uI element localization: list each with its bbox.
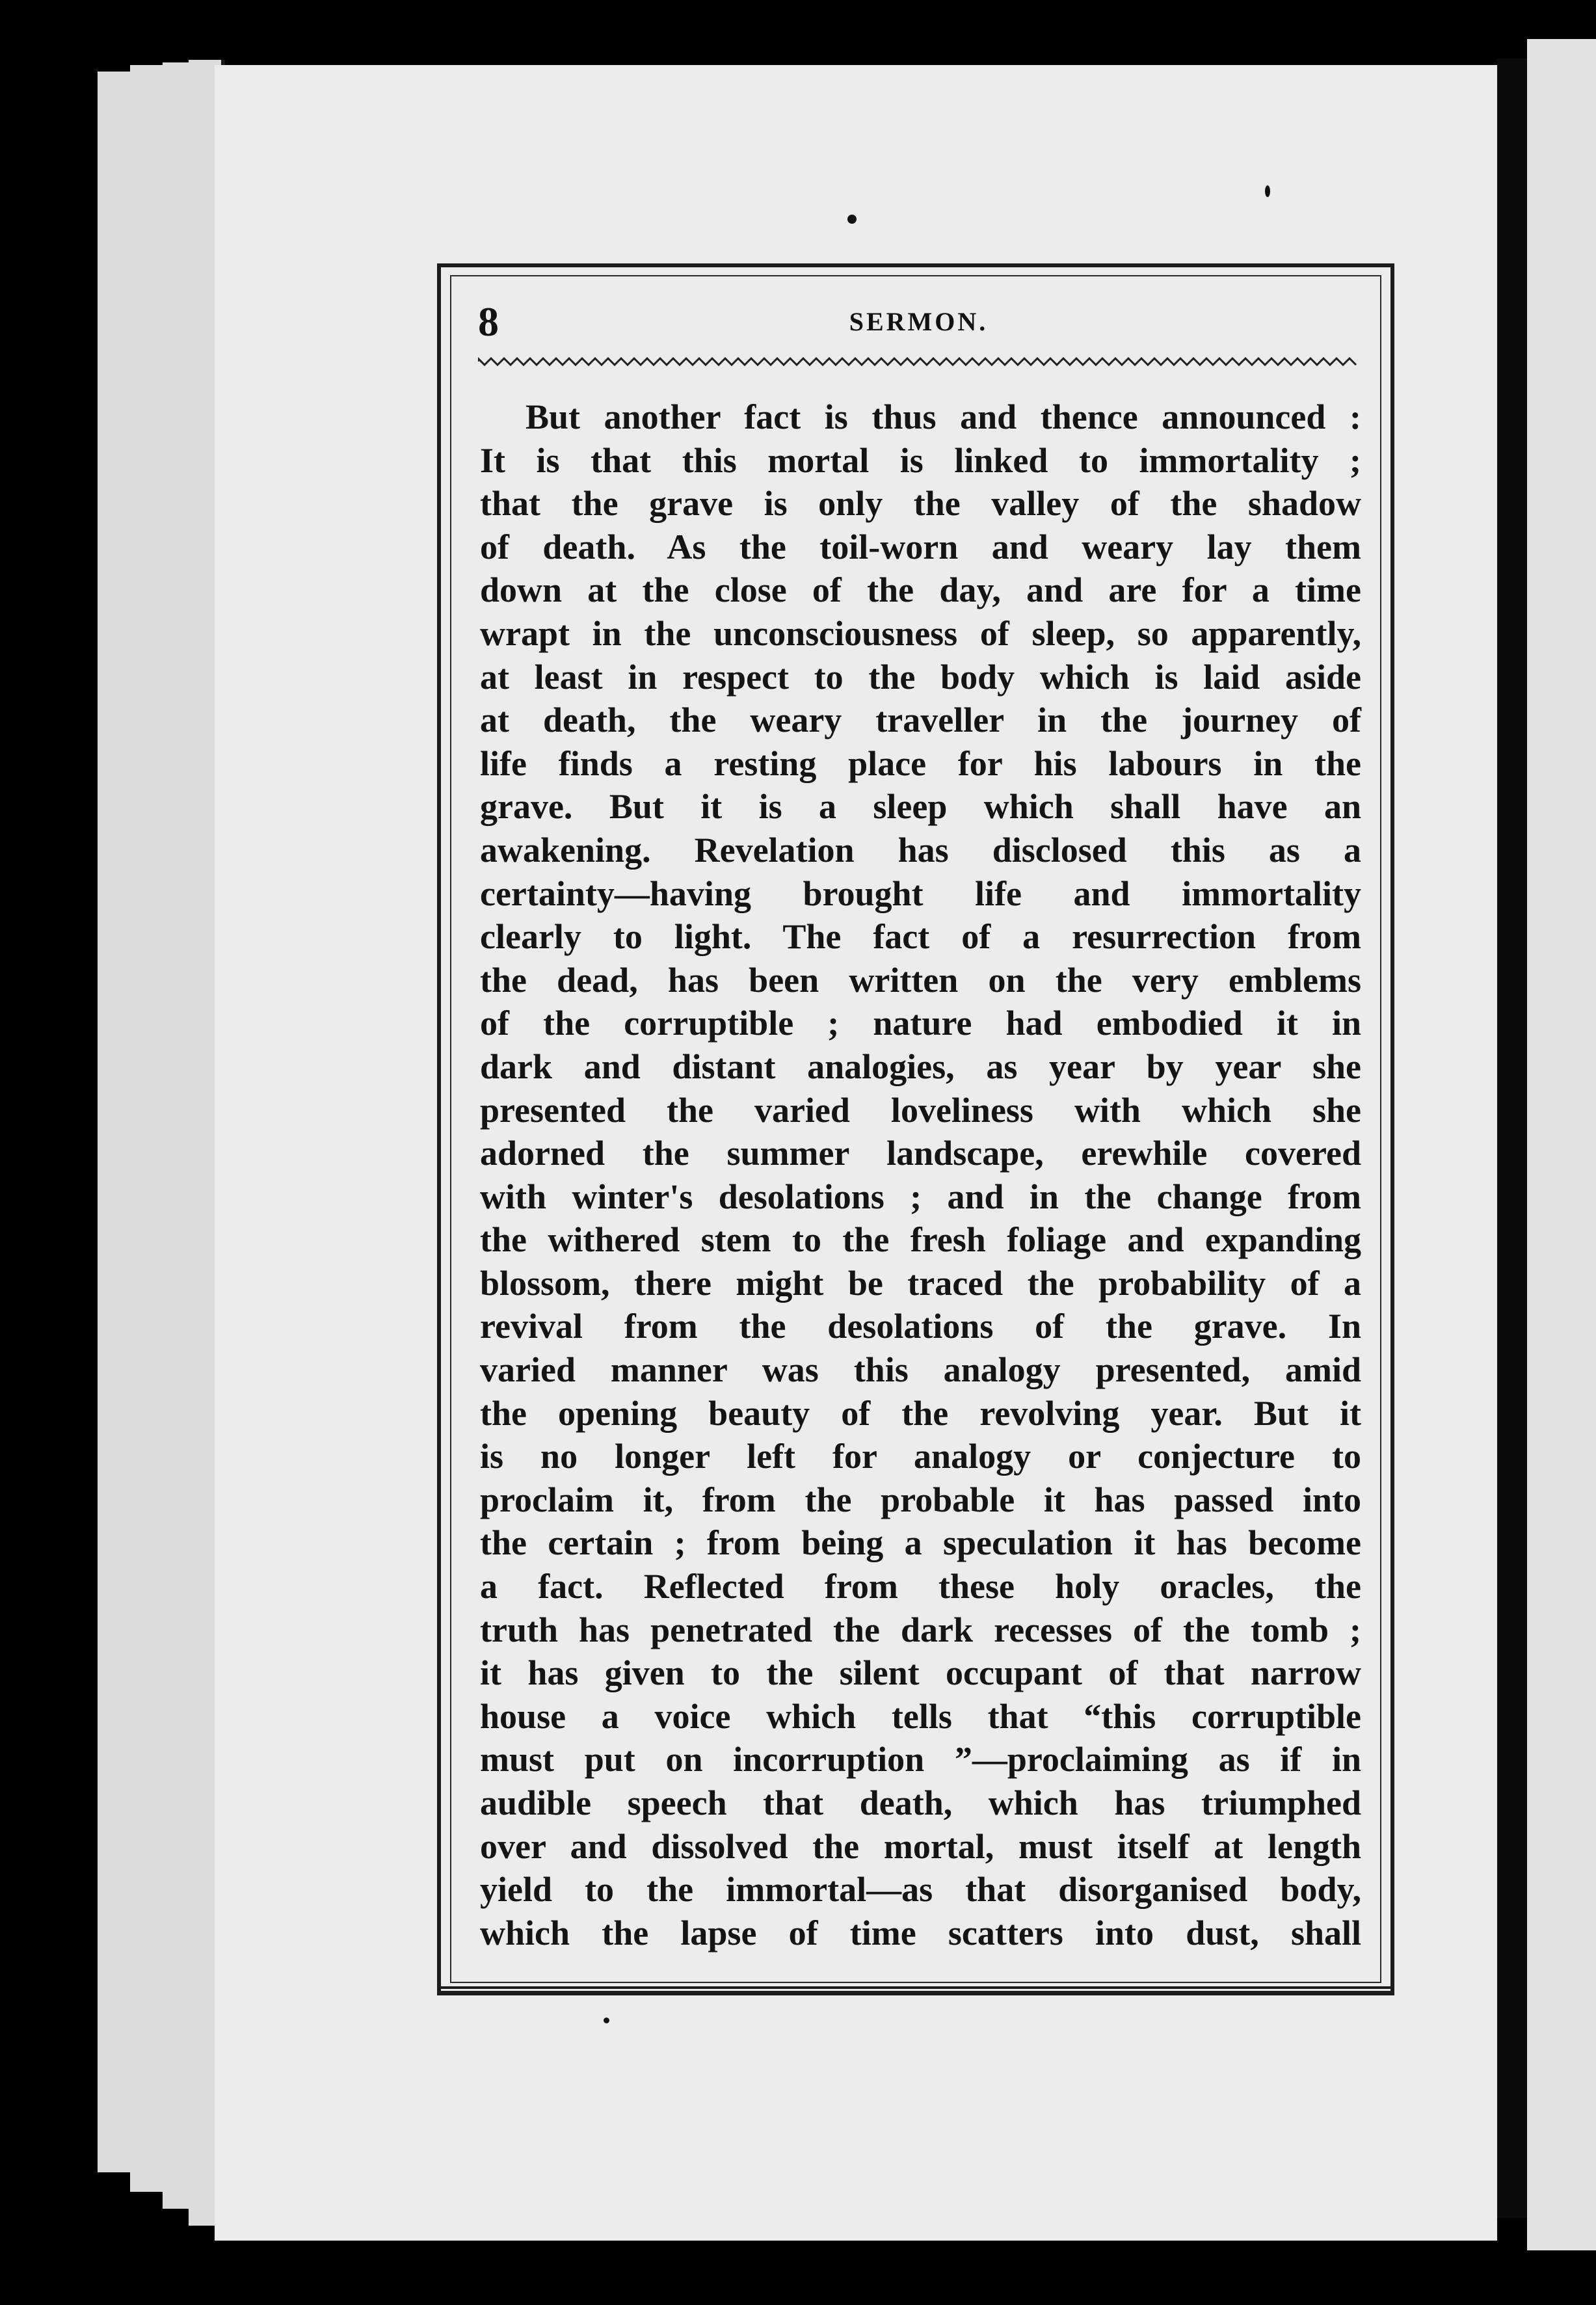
- text-line: yield to the immortal—as that disorganised body,: [480, 1870, 1361, 1910]
- text-line: wrapt in the unconsciousness of sleep, so apparently,: [480, 613, 1361, 653]
- text-line: presented the varied loveliness with which she: [480, 1090, 1361, 1130]
- ink-speck: [847, 215, 857, 224]
- text-line: is no longer left for analogy or conjecture to: [480, 1437, 1361, 1476]
- text-line: life finds a resting place for his labours in the: [480, 743, 1361, 783]
- text-line: of death. As the toil-worn and weary lay them: [480, 527, 1361, 566]
- text-line: over and dissolved the mortal, must itself at length: [480, 1826, 1361, 1866]
- ink-speck: [604, 2018, 609, 2023]
- text-line: at death, the weary traveller in the journey of: [480, 700, 1361, 740]
- running-head: [478, 296, 1359, 348]
- text-line: house a voice which tells that “this corruptible: [480, 1696, 1361, 1736]
- sermon-text: [480, 395, 1361, 1954]
- page-gutter-shadow: [1497, 59, 1527, 2218]
- text-line: the certain ; from being a speculation it has become: [480, 1523, 1361, 1563]
- text-line: dark and distant analogies, as year by year she: [480, 1046, 1361, 1086]
- text-line: that the grave is only the valley of the shadow: [480, 484, 1361, 524]
- text-line: it has given to the silent occupant of that narrow: [480, 1653, 1361, 1693]
- text-line: clearly to light. The fact of a resurrection from: [480, 917, 1361, 957]
- text-line: It is that this mortal is linked to immortality ;: [480, 440, 1361, 480]
- text-line: with winter's desolations ; and in the change from: [480, 1177, 1361, 1216]
- text-line: revival from the desolations of the grave. In: [480, 1307, 1361, 1346]
- text-line: proclaim it, from the probable it has passed into: [480, 1480, 1361, 1519]
- text-line: adorned the summer landscape, erewhile covered: [480, 1134, 1361, 1173]
- text-line: must put on incorruption ”—proclaiming as if in: [480, 1740, 1361, 1779]
- bottom-rule: [437, 1985, 1394, 1998]
- text-line: at least in respect to the body which is laid aside: [480, 657, 1361, 697]
- text-line: audible speech that death, which has triumphed: [480, 1783, 1361, 1822]
- text-line: certainty—having brought life and immortality: [480, 873, 1361, 913]
- text-line: the withered stem to the fresh foliage and expanding: [480, 1220, 1361, 1260]
- facing-page-edge: [1527, 39, 1596, 2250]
- text-line: of the corruptible ; nature had embodied it in: [480, 1004, 1361, 1043]
- text-line: truth has penetrated the dark recesses of the tomb ;: [480, 1610, 1361, 1649]
- ink-speck: [1265, 185, 1270, 197]
- text-line: a fact. Reflected from these holy oracles, the: [480, 1567, 1361, 1606]
- text-line: which the lapse of time scatters into dust, shall: [480, 1913, 1361, 1952]
- wavy-rule: [478, 354, 1359, 369]
- page-number: 8: [478, 299, 499, 345]
- text-line: blossom, there might be traced the probability of a: [480, 1263, 1361, 1303]
- text-line: down at the close of the day, and are for a time: [480, 570, 1361, 610]
- text-line: the dead, has been written on the very emblems: [480, 960, 1361, 1000]
- text-line: grave. But it is a sleep which shall have an: [480, 787, 1361, 827]
- text-line: But another fact is thus and thence announced :: [525, 397, 1361, 436]
- text-line: awakening. Revelation has disclosed this as a: [480, 830, 1361, 870]
- text-line: the opening beauty of the revolving year. But it: [480, 1393, 1361, 1433]
- running-title: SERMON.: [849, 307, 989, 336]
- text-line: varied manner was this analogy presented, amid: [480, 1350, 1361, 1390]
